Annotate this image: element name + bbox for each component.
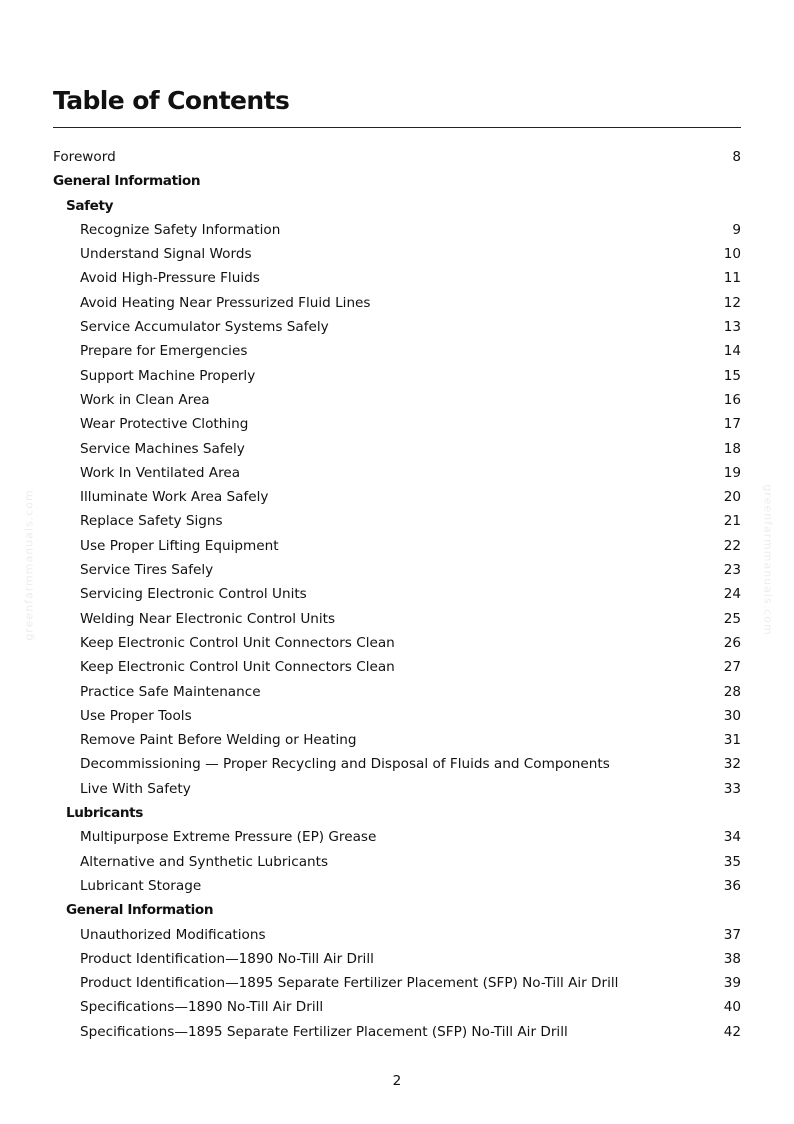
toc-entry-page: 10 bbox=[723, 246, 741, 263]
toc-entry[interactable] bbox=[53, 291, 741, 315]
toc-entry-page: 22 bbox=[723, 537, 741, 554]
toc-entry[interactable] bbox=[53, 145, 741, 169]
toc-section-heading bbox=[53, 801, 741, 825]
toc-entry[interactable] bbox=[53, 655, 741, 679]
toc-entry-page: 14 bbox=[723, 343, 741, 360]
toc-entry-title: Lubricants bbox=[66, 805, 143, 822]
toc-entry[interactable] bbox=[53, 607, 741, 631]
toc-entry-title: Wear Protective Clothing bbox=[80, 416, 249, 433]
toc-entry-title: Unauthorized Modifications bbox=[80, 926, 266, 943]
toc-entry[interactable] bbox=[53, 364, 741, 388]
toc-entry[interactable] bbox=[53, 218, 741, 242]
toc-entry-page: 35 bbox=[723, 853, 741, 870]
toc-entry-title: Welding Near Electronic Control Units bbox=[80, 610, 336, 627]
table-of-contents bbox=[53, 145, 741, 1044]
toc-entry-page: 42 bbox=[723, 1023, 741, 1040]
toc-entry-title: Work in Clean Area bbox=[80, 391, 210, 408]
page-title: Table of Contents bbox=[53, 86, 290, 115]
toc-entry-page: 27 bbox=[723, 659, 741, 676]
toc-entry-title: Specifications—1890 No-Till Air Drill bbox=[80, 999, 324, 1016]
toc-entry-title: Replace Safety Signs bbox=[80, 513, 223, 530]
toc-entry-title: Service Tires Safely bbox=[80, 562, 214, 579]
toc-entry[interactable] bbox=[53, 874, 741, 898]
toc-entry-title: Service Accumulator Systems Safely bbox=[80, 319, 329, 336]
toc-entry-page: 21 bbox=[723, 513, 741, 530]
toc-entry-page: 36 bbox=[723, 877, 741, 894]
toc-entry[interactable] bbox=[53, 339, 741, 363]
toc-entry[interactable] bbox=[53, 315, 741, 339]
toc-entry[interactable] bbox=[53, 242, 741, 266]
toc-entry-title: Practice Safe Maintenance bbox=[80, 683, 261, 700]
toc-entry-page: 33 bbox=[723, 780, 741, 797]
toc-entry[interactable] bbox=[53, 412, 741, 436]
toc-entry-page: 34 bbox=[723, 829, 741, 846]
toc-entry-page: 19 bbox=[723, 464, 741, 481]
toc-entry-page: 30 bbox=[723, 707, 741, 724]
toc-entry[interactable] bbox=[53, 850, 741, 874]
toc-entry[interactable] bbox=[53, 582, 741, 606]
toc-section-heading bbox=[53, 169, 741, 193]
toc-entry-title: Keep Electronic Control Unit Connectors Clean bbox=[80, 659, 395, 676]
toc-entry-page: 16 bbox=[723, 391, 741, 408]
toc-entry[interactable] bbox=[53, 971, 741, 995]
toc-entry[interactable] bbox=[53, 947, 741, 971]
toc-entry-title: Use Proper Tools bbox=[80, 707, 192, 724]
toc-entry-page: 12 bbox=[723, 294, 741, 311]
toc-entry[interactable] bbox=[53, 728, 741, 752]
title-divider bbox=[53, 127, 741, 128]
toc-entry[interactable] bbox=[53, 461, 741, 485]
toc-entry[interactable] bbox=[53, 485, 741, 509]
toc-entry-title: Illuminate Work Area Safely bbox=[80, 489, 269, 506]
toc-entry-title: Specifications—1895 Separate Fertilizer Placement (SFP) No-Till Air Drill bbox=[80, 1023, 568, 1040]
toc-entry-title: Avoid Heating Near Pressurized Fluid Lines bbox=[80, 294, 371, 311]
toc-entry-title: Product Identification—1895 Separate Fertilizer Placement (SFP) No-Till Air Drill bbox=[80, 975, 619, 992]
toc-entry-title: Work In Ventilated Area bbox=[80, 464, 241, 481]
toc-entry[interactable] bbox=[53, 388, 741, 412]
toc-entry-title: Safety bbox=[66, 197, 114, 214]
toc-entry-title: Recognize Safety Information bbox=[80, 221, 281, 238]
toc-entry-title: Avoid High-Pressure Fluids bbox=[80, 270, 260, 287]
toc-entry-title: Lubricant Storage bbox=[80, 877, 202, 894]
toc-entry-title: Prepare for Emergencies bbox=[80, 343, 248, 360]
toc-entry[interactable] bbox=[53, 534, 741, 558]
toc-entry[interactable] bbox=[53, 777, 741, 801]
toc-entry-page: 40 bbox=[723, 999, 741, 1016]
toc-entry-title: Remove Paint Before Welding or Heating bbox=[80, 732, 357, 749]
toc-entry-page: 31 bbox=[723, 732, 741, 749]
toc-entry-title: Support Machine Properly bbox=[80, 367, 256, 384]
toc-entry-title: Keep Electronic Control Unit Connectors Clean bbox=[80, 634, 395, 651]
toc-entry-page: 18 bbox=[723, 440, 741, 457]
toc-entry[interactable] bbox=[53, 437, 741, 461]
toc-entry-page: 26 bbox=[723, 634, 741, 651]
toc-entry[interactable] bbox=[53, 923, 741, 947]
toc-entry[interactable] bbox=[53, 558, 741, 582]
toc-entry[interactable] bbox=[53, 704, 741, 728]
toc-entry-page: 15 bbox=[723, 367, 741, 384]
toc-entry-page: 20 bbox=[723, 489, 741, 506]
toc-entry-page: 8 bbox=[732, 149, 741, 165]
toc-entry[interactable] bbox=[53, 509, 741, 533]
toc-entry-page: 37 bbox=[723, 926, 741, 943]
toc-entry-title: Servicing Electronic Control Units bbox=[80, 586, 307, 603]
toc-entry-page: 17 bbox=[723, 416, 741, 433]
toc-entry-page: 24 bbox=[723, 586, 741, 603]
toc-entry-page: 39 bbox=[723, 975, 741, 992]
toc-entry[interactable] bbox=[53, 266, 741, 290]
toc-entry[interactable] bbox=[53, 631, 741, 655]
watermark-left: greenfarmmanuals.com bbox=[22, 489, 36, 641]
toc-section-heading bbox=[53, 194, 741, 218]
toc-entry-title: Use Proper Lifting Equipment bbox=[80, 537, 279, 554]
toc-entry-title: Foreword bbox=[53, 149, 116, 165]
toc-entry[interactable] bbox=[53, 825, 741, 849]
toc-entry-title: Service Machines Safely bbox=[80, 440, 245, 457]
toc-entry-page: 13 bbox=[723, 319, 741, 336]
toc-entry[interactable] bbox=[53, 1020, 741, 1044]
toc-entry-page: 28 bbox=[723, 683, 741, 700]
toc-entry[interactable] bbox=[53, 752, 741, 776]
toc-entry[interactable] bbox=[53, 995, 741, 1019]
toc-section-heading bbox=[53, 898, 741, 922]
toc-entry-title: Alternative and Synthetic Lubricants bbox=[80, 853, 329, 870]
toc-entry-page: 9 bbox=[732, 221, 741, 238]
toc-entry[interactable] bbox=[53, 680, 741, 704]
toc-entry-page: 11 bbox=[723, 270, 741, 287]
toc-entry-page: 23 bbox=[723, 562, 741, 579]
toc-entry-title: Understand Signal Words bbox=[80, 246, 252, 263]
toc-entry-page: 32 bbox=[723, 756, 741, 773]
toc-entry-title: General Information bbox=[66, 902, 214, 919]
page-number: 2 bbox=[392, 1073, 402, 1089]
watermark-right: greenfarmmanuals.com bbox=[761, 484, 775, 636]
toc-entry-title: Multipurpose Extreme Pressure (EP) Grease bbox=[80, 829, 377, 846]
toc-entry-page: 25 bbox=[723, 610, 741, 627]
toc-entry-page: 38 bbox=[723, 950, 741, 967]
toc-entry-title: General Information bbox=[53, 173, 201, 190]
toc-entry-title: Live With Safety bbox=[80, 780, 191, 797]
toc-entry-title: Decommissioning — Proper Recycling and Disposal of Fluids and Components bbox=[80, 756, 610, 773]
toc-entry-title: Product Identification—1890 No-Till Air Drill bbox=[80, 950, 374, 967]
